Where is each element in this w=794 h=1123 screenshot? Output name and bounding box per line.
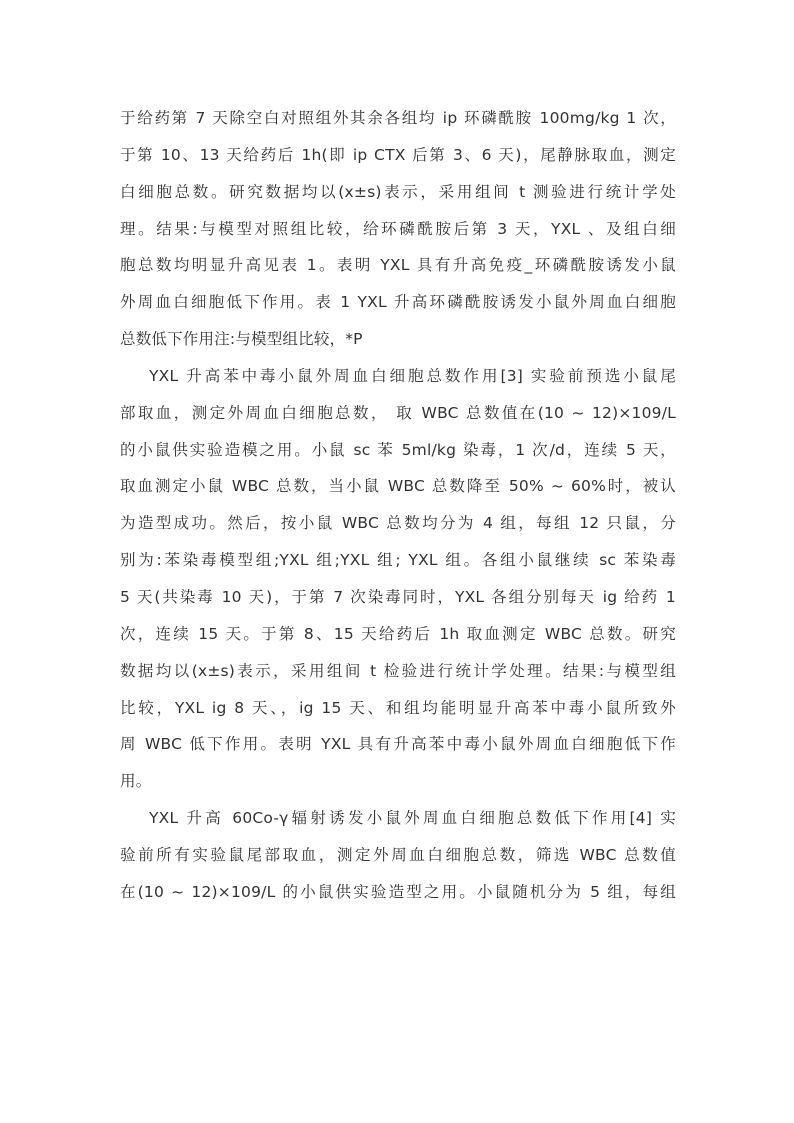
text-line: 理。结果:与模型对照组比较，给环磷酰胺后第 3 天，YXL 、及组白细 — [120, 219, 676, 238]
text-line: 次，连续 15 天。于第 8、15 天给药后 1h 取血测定 WBC 总数。研究 — [120, 624, 676, 643]
text-line: 别为:苯染毒模型组;YXL 组;YXL 组; YXL 组。各组小鼠继续 sc 苯染毒 — [120, 551, 676, 570]
text-line: 于给药第 7 天除空白对照组外其余各组均 ip 环磷酰胺 100mg/kg 1 次， — [120, 109, 676, 127]
document-body — [120, 100, 676, 911]
text-line: 部取血，测定外周血白细胞总数， 取 WBC 总数值在(10 ~ 12)×109/L — [120, 403, 676, 422]
text-line: YXL 升高 60Co-γ辐射诱发小鼠外周血白细胞总数低下作用[4] 实 — [149, 809, 676, 828]
text-line: YXL 升高苯中毒小鼠外周血白细胞总数作用[3] 实验前预选小鼠尾 — [149, 366, 676, 385]
text-line: 取血测定小鼠 WBC 总数，当小鼠 WBC 总数降至 50% ~ 60%时，被认 — [120, 477, 676, 496]
text-line: 比较，YXL ig 8 天、，ig 15 天、和组均能明显升高苯中毒小鼠所致外 — [120, 698, 676, 717]
text-line: 5 天(共染毒 10 天)，于第 7 次染毒同时，YXL 各组分别每天 ig 给药 1 — [120, 587, 676, 606]
text-line: 白细胞总数。研究数据均以(x±s)表示，采用组间 t 测验进行统计学处 — [120, 182, 676, 201]
text-line: 数据均以(x±s)表示，采用组间 t 检验进行统计学处理。结果:与模型组 — [120, 661, 676, 680]
text-line: 总数低下作用注:与模型组比较，*P — [120, 330, 363, 349]
text-line: 为造型成功。然后，按小鼠 WBC 总数均分为 4 组，每组 12 只鼠，分 — [120, 514, 676, 533]
text-line: 外周血白细胞低下作用。表 1 YXL 升高环磷酰胺诱发小鼠外周血白细胞 — [120, 293, 676, 312]
text-line: 胞总数均明显升高见表 1。表明 YXL 具有升高免疫_环磷酰胺诱发小鼠 — [120, 256, 676, 275]
text-line: 用。 — [120, 772, 152, 791]
text-line: 验前所有实验鼠尾部取血，测定外周血白细胞总数，筛选 WBC 总数值 — [120, 845, 676, 864]
text-line: 于第 10、13 天给药后 1h(即 ip CTX 后第 3、6 天)，尾静脉取血，测定 — [120, 145, 676, 164]
text-line: 的小鼠供实验造模之用。小鼠 sc 苯 5ml/kg 染毒，1 次/d，连续 5 天， — [120, 440, 676, 459]
text-line: 在(10 ~ 12)×109/L 的小鼠供实验造型之用。小鼠随机分为 5 组，每组 — [120, 882, 676, 901]
text-line: 周 WBC 低下作用。表明 YXL 具有升高苯中毒小鼠外周血白细胞低下作 — [120, 735, 676, 754]
